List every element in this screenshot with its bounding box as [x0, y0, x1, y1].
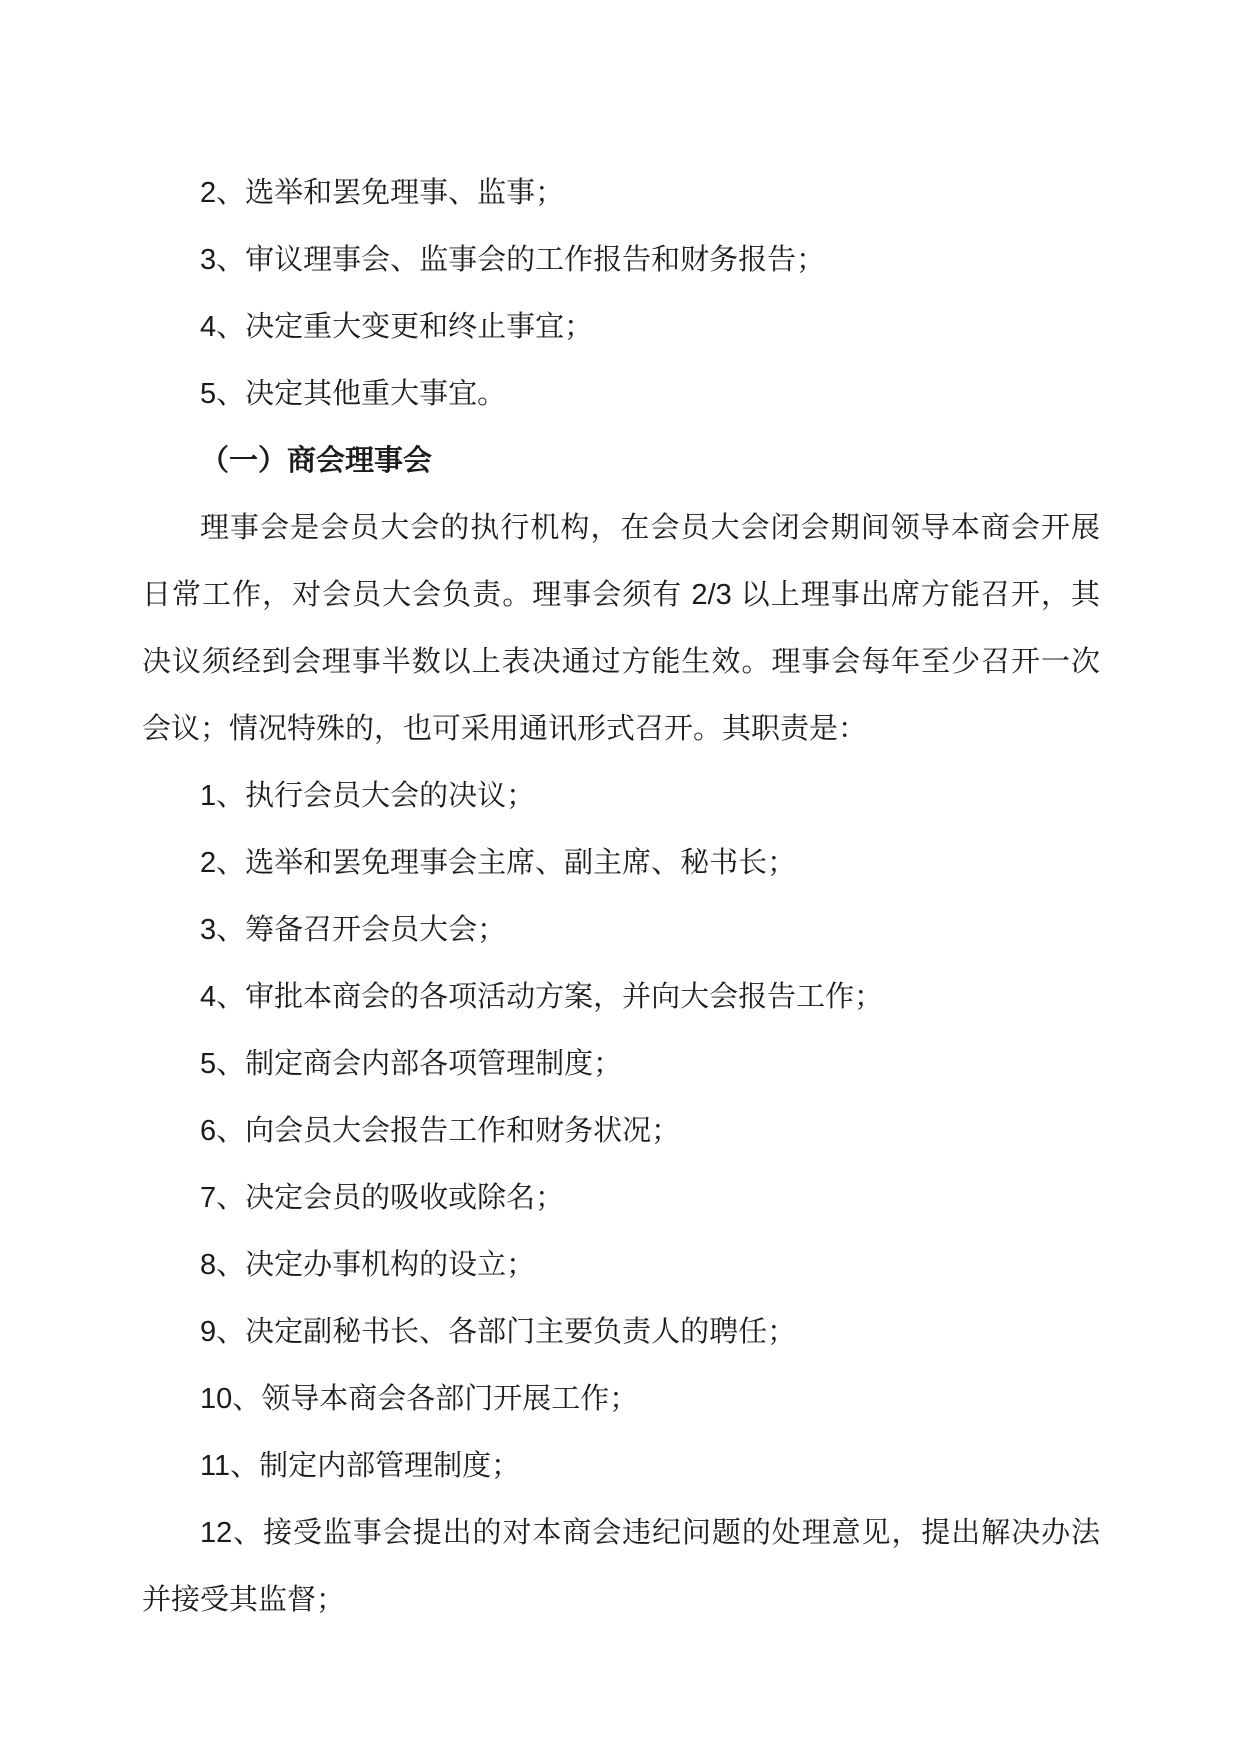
list-item-line: 3、审议理事会、监事会的工作报告和财务报告；: [200, 244, 826, 276]
list-item-line: 10、领导本商会各部门开展工作；: [200, 1383, 639, 1415]
paragraph-line: 日常工作，对会员大会负责。理事会须有 2/3 以上理事出席方能召开，其: [142, 579, 1100, 611]
paragraph-line: 会议；情况特殊的，也可采用通讯形式召开。其职责是：: [142, 713, 868, 745]
list-item-line: 2、选举和罢免理事、监事；: [200, 177, 565, 209]
list-item-line: 3、筹备召开会员大会；: [200, 914, 507, 946]
paragraph-line: 决议须经到会理事半数以上表决通过方能生效。理事会每年至少召开一次: [142, 646, 1100, 678]
list-item-line: 7、决定会员的吸收或除名；: [200, 1182, 565, 1214]
list-item-line: 12、接受监事会提出的对本商会违纪问题的处理意见，提出解决办法: [200, 1517, 1100, 1549]
list-item-line: 8、决定办事机构的设立；: [200, 1249, 536, 1281]
list-item-line: 6、向会员大会报告工作和财务状况；: [200, 1115, 681, 1147]
section-heading: （一）商会理事会: [200, 445, 433, 477]
list-item-line-wrap: 并接受其监督；: [142, 1584, 346, 1616]
list-item-line: 5、决定其他重大事宜。: [200, 378, 507, 410]
list-item-line: 4、审批本商会的各项活动方案，并向大会报告工作；: [200, 981, 884, 1013]
list-item-line: 5、制定商会内部各项管理制度；: [200, 1048, 623, 1080]
list-item-line: 9、决定副秘书长、各部门主要负责人的聘任；: [200, 1316, 797, 1348]
list-item-line: 11、制定内部管理制度；: [200, 1450, 521, 1482]
list-item-line: 1、执行会员大会的决议；: [200, 780, 536, 812]
paragraph-line: 理事会是会员大会的执行机构，在会员大会闭会期间领导本商会开展: [200, 512, 1100, 544]
list-item-line: 4、决定重大变更和终止事宜；: [200, 311, 594, 343]
list-item-line: 2、选举和罢免理事会主席、副主席、秘书长；: [200, 847, 797, 879]
